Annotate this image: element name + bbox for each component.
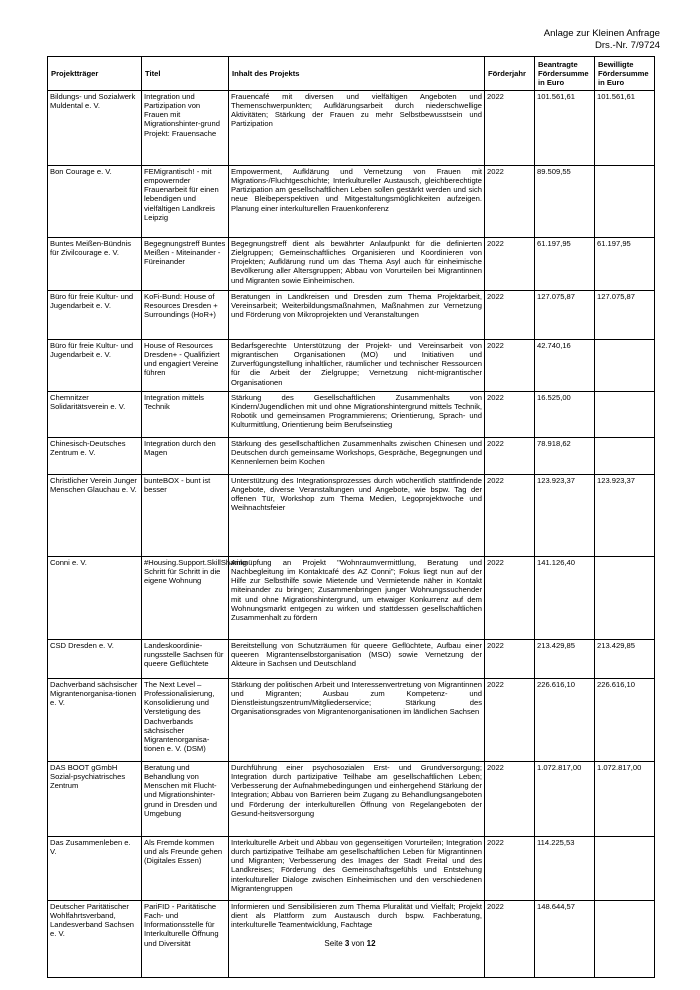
column-header-foerderjahr: Förderjahr xyxy=(485,57,535,91)
cell-foerderjahr: 2022 xyxy=(485,640,535,679)
cell-bewilligt: 226.616,10 xyxy=(595,679,655,762)
cell-bewilligt: 213.429,85 xyxy=(595,640,655,679)
cell-traeger: Christlicher Verein Junger Menschen Glauchau e. V. xyxy=(48,475,142,557)
cell-beantragt: 226.616,10 xyxy=(535,679,595,762)
cell-foerderjahr: 2022 xyxy=(485,91,535,166)
table-row xyxy=(48,679,655,762)
cell-beantragt: 16.525,00 xyxy=(535,392,595,438)
column-header-traeger: Projektträger xyxy=(48,57,142,91)
cell-bewilligt xyxy=(595,392,655,438)
cell-inhalt: Stärkung der politischen Arbeit und Interessenvertretung von Migrantinnen und Migranten; Ausbau zum Kompetenz- und Dienstleistungszentrum/Mitgliederservice; Stärkung des Organisationsgrades von Migrantenorganisationen im ländlichen Sachsen xyxy=(229,679,485,762)
cell-traeger: Conni e. V. xyxy=(48,557,142,640)
cell-beantragt: 61.197,95 xyxy=(535,238,595,291)
table-row xyxy=(48,837,655,901)
cell-titel: Integration mittels Technik xyxy=(142,392,229,438)
cell-beantragt: 123.923,37 xyxy=(535,475,595,557)
cell-foerderjahr: 2022 xyxy=(485,679,535,762)
cell-inhalt: Anknüpfung an Projekt "Wohnraumvermittlung, Beratung und Nachbegleitung im Kontaktcafé des AZ Conni"; Fokus liegt nun auf der Hilfe zur Selbsthilfe sowie Mietende und Vermietende näher in Kontakt miteinander zu bringen; Zusammenbringen junger Wohnungssuchender mit und ohne Migrationshintergrund, um etwaiger Konkurrenz auf dem Wohnungsmarkt entgegen zu wirken und stattdessen gesellschaftlichen Zusammenhalt zu fördern xyxy=(229,557,485,640)
cell-titel: #Housing.Support.SkillSharing Schritt für Schritt in die eigene Wohnung xyxy=(142,557,229,640)
table-row xyxy=(48,392,655,438)
column-header-inhalt: Inhalt des Projekts xyxy=(229,57,485,91)
cell-foerderjahr: 2022 xyxy=(485,291,535,340)
cell-titel: KoFi-Bund: House of Resources Dresden + Surroundings (HoR+) xyxy=(142,291,229,340)
cell-inhalt: Empowerment, Aufklärung und Vernetzung von Frauen mit Migrations-/Fluchtgeschichte; Interkultureller Austausch, gleichberechtigte Partizipation am gesellschaftlichen Leben sollen gestärkt werden und sich neue Bleibeperspektiven und Mitgestaltungsmöglichkeiten aufzeigen. Planung einer interkulturellen Frauenkonferenz xyxy=(229,166,485,238)
cell-inhalt: Durchführung einer psychosozialen Erst- und Grundversorgung; Integration durch partizipative Teilhabe am gesellschaftlichen Leben; Verbesserung der Aufnahmebedingungen und einhergehend Stärkung der Integration; Abbau von Barrieren beim Zugang zu Behandlungsangeboten und Förderung der interkulturellen Öffnung von Regelangeboten der Gesund-heitsversorgung xyxy=(229,762,485,837)
column-header-titel: Titel xyxy=(142,57,229,91)
footer-middle: von xyxy=(349,939,367,948)
cell-foerderjahr: 2022 xyxy=(485,392,535,438)
table-row xyxy=(48,475,655,557)
cell-inhalt: Bereitstellung von Schutzräumen für queere Geflüchtete, Aufbau einer queeren Migrantenselbstorganisation (MSO) sowie Vernetzung der Akteure in Sachsen und Deutschland xyxy=(229,640,485,679)
cell-traeger: Bildungs- und Sozialwerk Muldental e. V. xyxy=(48,91,142,166)
cell-traeger: Dachverband sächsischer Migrantenorganisa-tionen e. V. xyxy=(48,679,142,762)
footer-page-number: 3 xyxy=(344,939,350,948)
cell-traeger: CSD Dresden e. V. xyxy=(48,640,142,679)
cell-beantragt: 141.126,40 xyxy=(535,557,595,640)
table-row xyxy=(48,291,655,340)
column-header-beantragt: Beantragte Fördersumme in Euro xyxy=(535,57,595,91)
cell-bewilligt xyxy=(595,340,655,392)
cell-inhalt: Stärkung des gesellschaftlichen Zusammenhalts zwischen Chinesen und Deutschen durch gemeinsame Workshops, Gespräche, Begegnungen und Kennenlernen beim Kochen xyxy=(229,438,485,475)
cell-foerderjahr: 2022 xyxy=(485,557,535,640)
table-row xyxy=(48,166,655,238)
table-row xyxy=(48,91,655,166)
footer-prefix: Seite xyxy=(324,939,345,948)
cell-inhalt: Beratungen in Landkreisen und Dresden zum Thema Projektarbeit, Vereinsarbeit; Weiterbildungsmaßnahmen, Maßnahmen zur Vernetzung und Förderung von Mikroprojekten und Veranstaltungen xyxy=(229,291,485,340)
cell-inhalt: Interkulturelle Arbeit und Abbau von gegenseitigen Vorurteilen; Integration durch partizipative Teilhabe am gesellschaftlichen Leben für Migrantinnen und Migranten; Verbesserung des Images der Stadt Freital und des Landkreises; Förderung des Gemeinschaftsgefühls und Entstehung interkultureller Dialoge zwischen Einheimischen und den verschiedenen Migrantengruppen xyxy=(229,837,485,901)
cell-foerderjahr: 2022 xyxy=(485,438,535,475)
cell-beantragt: 42.740,16 xyxy=(535,340,595,392)
cell-foerderjahr: 2022 xyxy=(485,340,535,392)
table-row xyxy=(48,340,655,392)
cell-bewilligt: 101.561,61 xyxy=(595,91,655,166)
cell-foerderjahr: 2022 xyxy=(485,475,535,557)
cell-titel: Beratung und Behandlung von Menschen mit Flucht- und Migrationshinter-grund in Dresden und Umgebung xyxy=(142,762,229,837)
cell-beantragt: 78.918,62 xyxy=(535,438,595,475)
column-header-bewilligt: Bewilligte Fördersumme in Euro xyxy=(595,57,655,91)
table-header-row xyxy=(48,57,655,91)
cell-titel: PariFID - Paritätische Fach- und Informationsstelle für Interkulturelle Öffnung und Diversität xyxy=(142,901,229,978)
cell-titel: Integration durch den Magen xyxy=(142,438,229,475)
cell-traeger: Buntes Meißen-Bündnis für Zivilcourage e. V. xyxy=(48,238,142,291)
cell-traeger: Das Zusammenleben e. V. xyxy=(48,837,142,901)
cell-foerderjahr: 2022 xyxy=(485,901,535,978)
cell-beantragt: 127.075,87 xyxy=(535,291,595,340)
cell-traeger: Büro für freie Kultur- und Jugendarbeit e. V. xyxy=(48,291,142,340)
cell-titel: Integration und Partizipation von Frauen mit Migrationshinter-grund Projekt: Frauensache xyxy=(142,91,229,166)
cell-inhalt: Informieren und Sensibilisieren zum Thema Pluralität und Vielfalt; Projekt dient als Plattform zum Austausch durch bspw. Fachberatung, interkulturelle Teamentwicklung, Fachtage xyxy=(229,901,485,978)
cell-bewilligt: 127.075,87 xyxy=(595,291,655,340)
cell-inhalt: Begegnungstreff dient als bewährter Anlaufpunkt für die definierten Zielgruppen; Gemeinschaftliches Organisieren und Koordinieren von Projekten; Aufklärung rund um das Thema Asyl auch für einheimische Bevölkerung aller Altersgruppen; Abbau von Vorurteilen bei Migrantinnen und Migranten sowie Einheimischen. xyxy=(229,238,485,291)
table-row xyxy=(48,438,655,475)
cell-foerderjahr: 2022 xyxy=(485,762,535,837)
table-row xyxy=(48,640,655,679)
table-row xyxy=(48,762,655,837)
cell-titel: House of Resources Dresden+ - Qualifiziert und engagiert Vereine führen xyxy=(142,340,229,392)
cell-titel: The Next Level – Professionalisierung, Konsolidierung und Verstetigung des Dachverbands sächsischer Migrantenorganisa-tionen e. V. (DSM) xyxy=(142,679,229,762)
cell-bewilligt xyxy=(595,557,655,640)
cell-bewilligt xyxy=(595,166,655,238)
cell-beantragt: 114.225,53 xyxy=(535,837,595,901)
cell-titel: FEMigrantisch! - mit empowernder Frauenarbeit für einen lebendigen und vielfältigen Landkreis Leipzig xyxy=(142,166,229,238)
cell-inhalt: Frauencafé mit diversen und vielfältigen Angeboten und Themenschwerpunkten; Aufklärungsarbeit durch niederschwellige Aktivitäten; Stärkung der Frauen zu mehr Selbstbewusstsein und Partizipation xyxy=(229,91,485,166)
cell-beantragt: 213.429,85 xyxy=(535,640,595,679)
cell-inhalt: Bedarfsgerechte Unterstützung der Projekt- und Vereinsarbeit von migrantischen Organisationen (MO) und Initiativen und Zurverfügungstellung inhaltlicher, räumlicher und technischer Ressourcen für die Arbeit der Zielgruppe; Vernetzung nicht-migrantischer Organisationen xyxy=(229,340,485,392)
table-row xyxy=(48,557,655,640)
document-header xyxy=(544,28,660,51)
table-row xyxy=(48,238,655,291)
cell-traeger: Deutscher Paritätischer Wohlfahrtsverband, Landesverband Sachsen e. V. xyxy=(48,901,142,978)
footer-page-total: 12 xyxy=(366,939,376,948)
cell-foerderjahr: 2022 xyxy=(485,238,535,291)
cell-foerderjahr: 2022 xyxy=(485,166,535,238)
cell-traeger: Chinesisch-Deutsches Zentrum e. V. xyxy=(48,438,142,475)
cell-titel: Landeskoordinie-rungsstelle Sachsen für queere Geflüchtete xyxy=(142,640,229,679)
cell-bewilligt: 1.072.817,00 xyxy=(595,762,655,837)
cell-beantragt: 89.509,55 xyxy=(535,166,595,238)
funding-table xyxy=(47,56,655,978)
cell-bewilligt: 123.923,37 xyxy=(595,475,655,557)
cell-traeger: Büro für freie Kultur- und Jugendarbeit e. V. xyxy=(48,340,142,392)
table-body xyxy=(48,91,655,978)
cell-traeger: DAS BOOT gGmbH Sozial-psychiatrisches Zentrum xyxy=(48,762,142,837)
cell-traeger: Chemnitzer Solidaritätsverein e. V. xyxy=(48,392,142,438)
cell-beantragt: 1.072.817,00 xyxy=(535,762,595,837)
cell-bewilligt xyxy=(595,438,655,475)
cell-inhalt: Unterstützung des Integrationsprozesses durch wöchentlich stattfindende Angebote, diverse Veranstaltungen und Angebote, wie bspw. Tag der offenen Tür, Workshop zum Thema Medien, Legoprojektwoche und Weihnachtsfeier xyxy=(229,475,485,557)
cell-bewilligt xyxy=(595,837,655,901)
header-line-drucksache: Drs.-Nr. 7/9724 xyxy=(594,39,660,51)
cell-beantragt: 101.561,61 xyxy=(535,91,595,166)
header-line-anlage: Anlage zur Kleinen Anfrage xyxy=(543,28,660,39)
cell-titel: bunteBOX - bunt ist besser xyxy=(142,475,229,557)
cell-titel: Als Fremde kommen und als Freunde gehen (Digitales Essen) xyxy=(142,837,229,901)
cell-titel: Begegnungstreff Buntes Meißen - Miteinander - Füreinander xyxy=(142,238,229,291)
cell-bewilligt: 61.197,95 xyxy=(595,238,655,291)
page-footer xyxy=(0,939,700,948)
cell-traeger: Bon Courage e. V. xyxy=(48,166,142,238)
cell-inhalt: Stärkung des Gesellschaftlichen Zusammenhalts von Kindern/Jugendlichen mit und ohne Migrationshintergrund mittels Technik, Robotik und gemeinsamen Programmierens; Orientierung, Sprach- und Kulturmittlung, Orientierung beim Berufseinstieg xyxy=(229,392,485,438)
cell-foerderjahr: 2022 xyxy=(485,837,535,901)
cell-beantragt: 148.644,57 xyxy=(535,901,595,978)
